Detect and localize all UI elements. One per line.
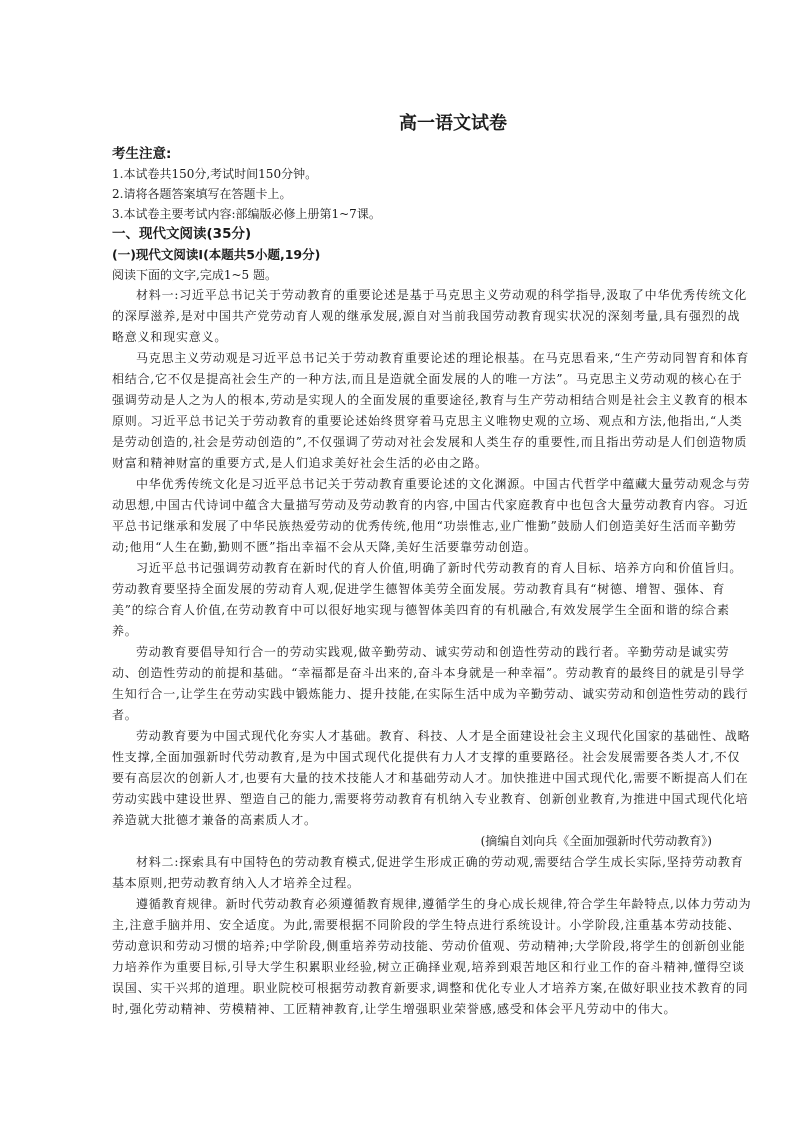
- subsection-heading: (一)现代文阅读Ⅰ(本题共5小题,19分): [112, 247, 321, 262]
- paragraph: 中华优秀传统文化是习近平总书记关于劳动教育重要论述的文化渊源。中国古代哲学中蕴藏大量劳动观念与劳动思想,中国古代诗词中蕴含大量描写劳动及劳动教育的内容,中国古代家庭教育中也包含大量劳动教育内容。习近平总书记继承和发展了中华民族热爱劳动的优秀传统,他用“功崇惟志,业广惟勤”鼓励人们创造美好生活而辛勤劳动;他用“人生在勤,勤则不匮”指出幸福不会从天降,美好生活要靠劳动创造。: [112, 477, 751, 554]
- paragraph: 马克思主义劳动观是习近平总书记关于劳动教育重要论述的理论根基。在马克思看来,“生产劳动同智育和体育相结合,它不仅是提高社会生产的一种方法,而且是造就全面发展的人的唯一方法”。马克思主义劳动观的核心在于强调劳动是人之为人的根本,劳动是实现人的全面发展的重要途径,教育与生产劳动相结合则是社会主义教育的根本原则。习近平总书记关于劳动教育的重要论述始终贯穿着马克思主义唯物史观的立场、观点和方法,他指出,“人类是劳动创造的,社会是劳动创造的”,不仅强调了劳动对社会发展和人类生存的重要性,而且指出劳动是人们创造物质财富和精神财富的重要方式,是人们追求美好社会生活的必由之路。: [112, 351, 750, 470]
- page-title: 高一语文试卷: [399, 113, 507, 134]
- notice-heading: 考生注意:: [112, 146, 172, 162]
- notice-item: 2.请将各题答案填写在答题卡上。: [112, 187, 292, 201]
- paragraph: 劳动教育要倡导知行合一的劳动实践观,做辛勤劳动、诚实劳动和创造性劳动的践行者。辛勤劳动是诚实劳动、创造性劳动的前提和基础。“幸福都是奋斗出来的,奋斗本身就是一种幸福”。劳动教育的最终目的就是引导学生知行合一,让学生在劳动实践中锻炼能力、提升技能,在实际生活中成为辛勤劳动、诚实劳动和创造性劳动的践行者。: [112, 645, 749, 722]
- reading-instruction: 阅读下面的文字,完成1~5 题。: [112, 268, 277, 282]
- paragraph: 劳动教育要为中国式现代化夯实人才基础。教育、科技、人才是全面建设社会主义现代化国家的基础性、战略性支撑,全面加强新时代劳动教育,是为中国式现代化提供有力人才支撑的重要路径。社会发展需要各类人才,不仅要有高层次的创新人才,也要有大量的技术技能人才和基础劳动人才。加快推进中国式现代化,需要不断提高人们在劳动实践中建设世界、塑造自己的能力,需要将劳动教育有机纳入专业教育、创新创业教育,为推进中国式现代化培养造就大批德才兼备的高素质人才。: [112, 729, 751, 827]
- paragraph: 习近平总书记强调劳动教育在新时代的育人价值,明确了新时代劳动教育的育人目标、培养方向和价值旨归。劳动教育要坚持全面发展的劳动育人观,促进学生德智体美劳全面发展。劳动教育具有“树德、增智、强体、育美”的综合育人价值,在劳动教育中可以很好地实现与德智体美四育的有机融合,有效发展学生全面和谐的综合素养。: [112, 561, 743, 638]
- section-heading: 一、现代文阅读(35分): [112, 226, 252, 242]
- source-citation: (摘编自刘向兵《全面加强新时代劳动教育》): [480, 834, 712, 848]
- notice-item: 3.本试卷主要考试内容:部编版必修上册第1~7课。: [112, 207, 381, 221]
- paragraph: 材料一:习近平总书记关于劳动教育的重要论述是基于马克思主义劳动观的科学指导,汲取了中华优秀传统文化的深厚滋养,是对中国共产党劳动育人观的继承发展,源自对当前我国劳动教育现实状况的深刻考量,具有强烈的战略意义和现实意义。: [112, 288, 748, 344]
- paragraph: 遵循教育规律。新时代劳动教育必须遵循教育规律,遵循学生的身心成长规律,符合学生年龄特点,以体力劳动为主,注意手脑并用、安全适度。为此,需要根据不同阶段的学生特点进行系统设计。小学阶段,注重基本劳动技能、劳动意识和劳动习惯的培养;中学阶段,侧重培养劳动技能、劳动价值观、劳动精神;大学阶段,将学生的创新创业能力培养作为重要目标,引导大学生积累职业经验,树立正确择业观,培养到艰苦地区和行业工作的奋斗精神,懂得空谈误国、实干兴邦的道理。职业院校可根据劳动教育新要求,调整和优化专业人才培养方案,在做好职业技术教育的同时,强化劳动精神、劳模精神、工匠精神教育,让学生增强职业荣誉感,感受和体会平凡劳动中的伟大。: [112, 897, 752, 1016]
- paragraph: 材料二:探索具有中国特色的劳动教育模式,促进学生形成正确的劳动观,需要结合学生成长实际,坚持劳动教育基本原则,把劳动教育纳入人才培养全过程。: [112, 855, 744, 890]
- page-content: [112, 112, 794, 1020]
- notice-item: 1.本试卷共150分,考试时间150分钟。: [112, 167, 318, 181]
